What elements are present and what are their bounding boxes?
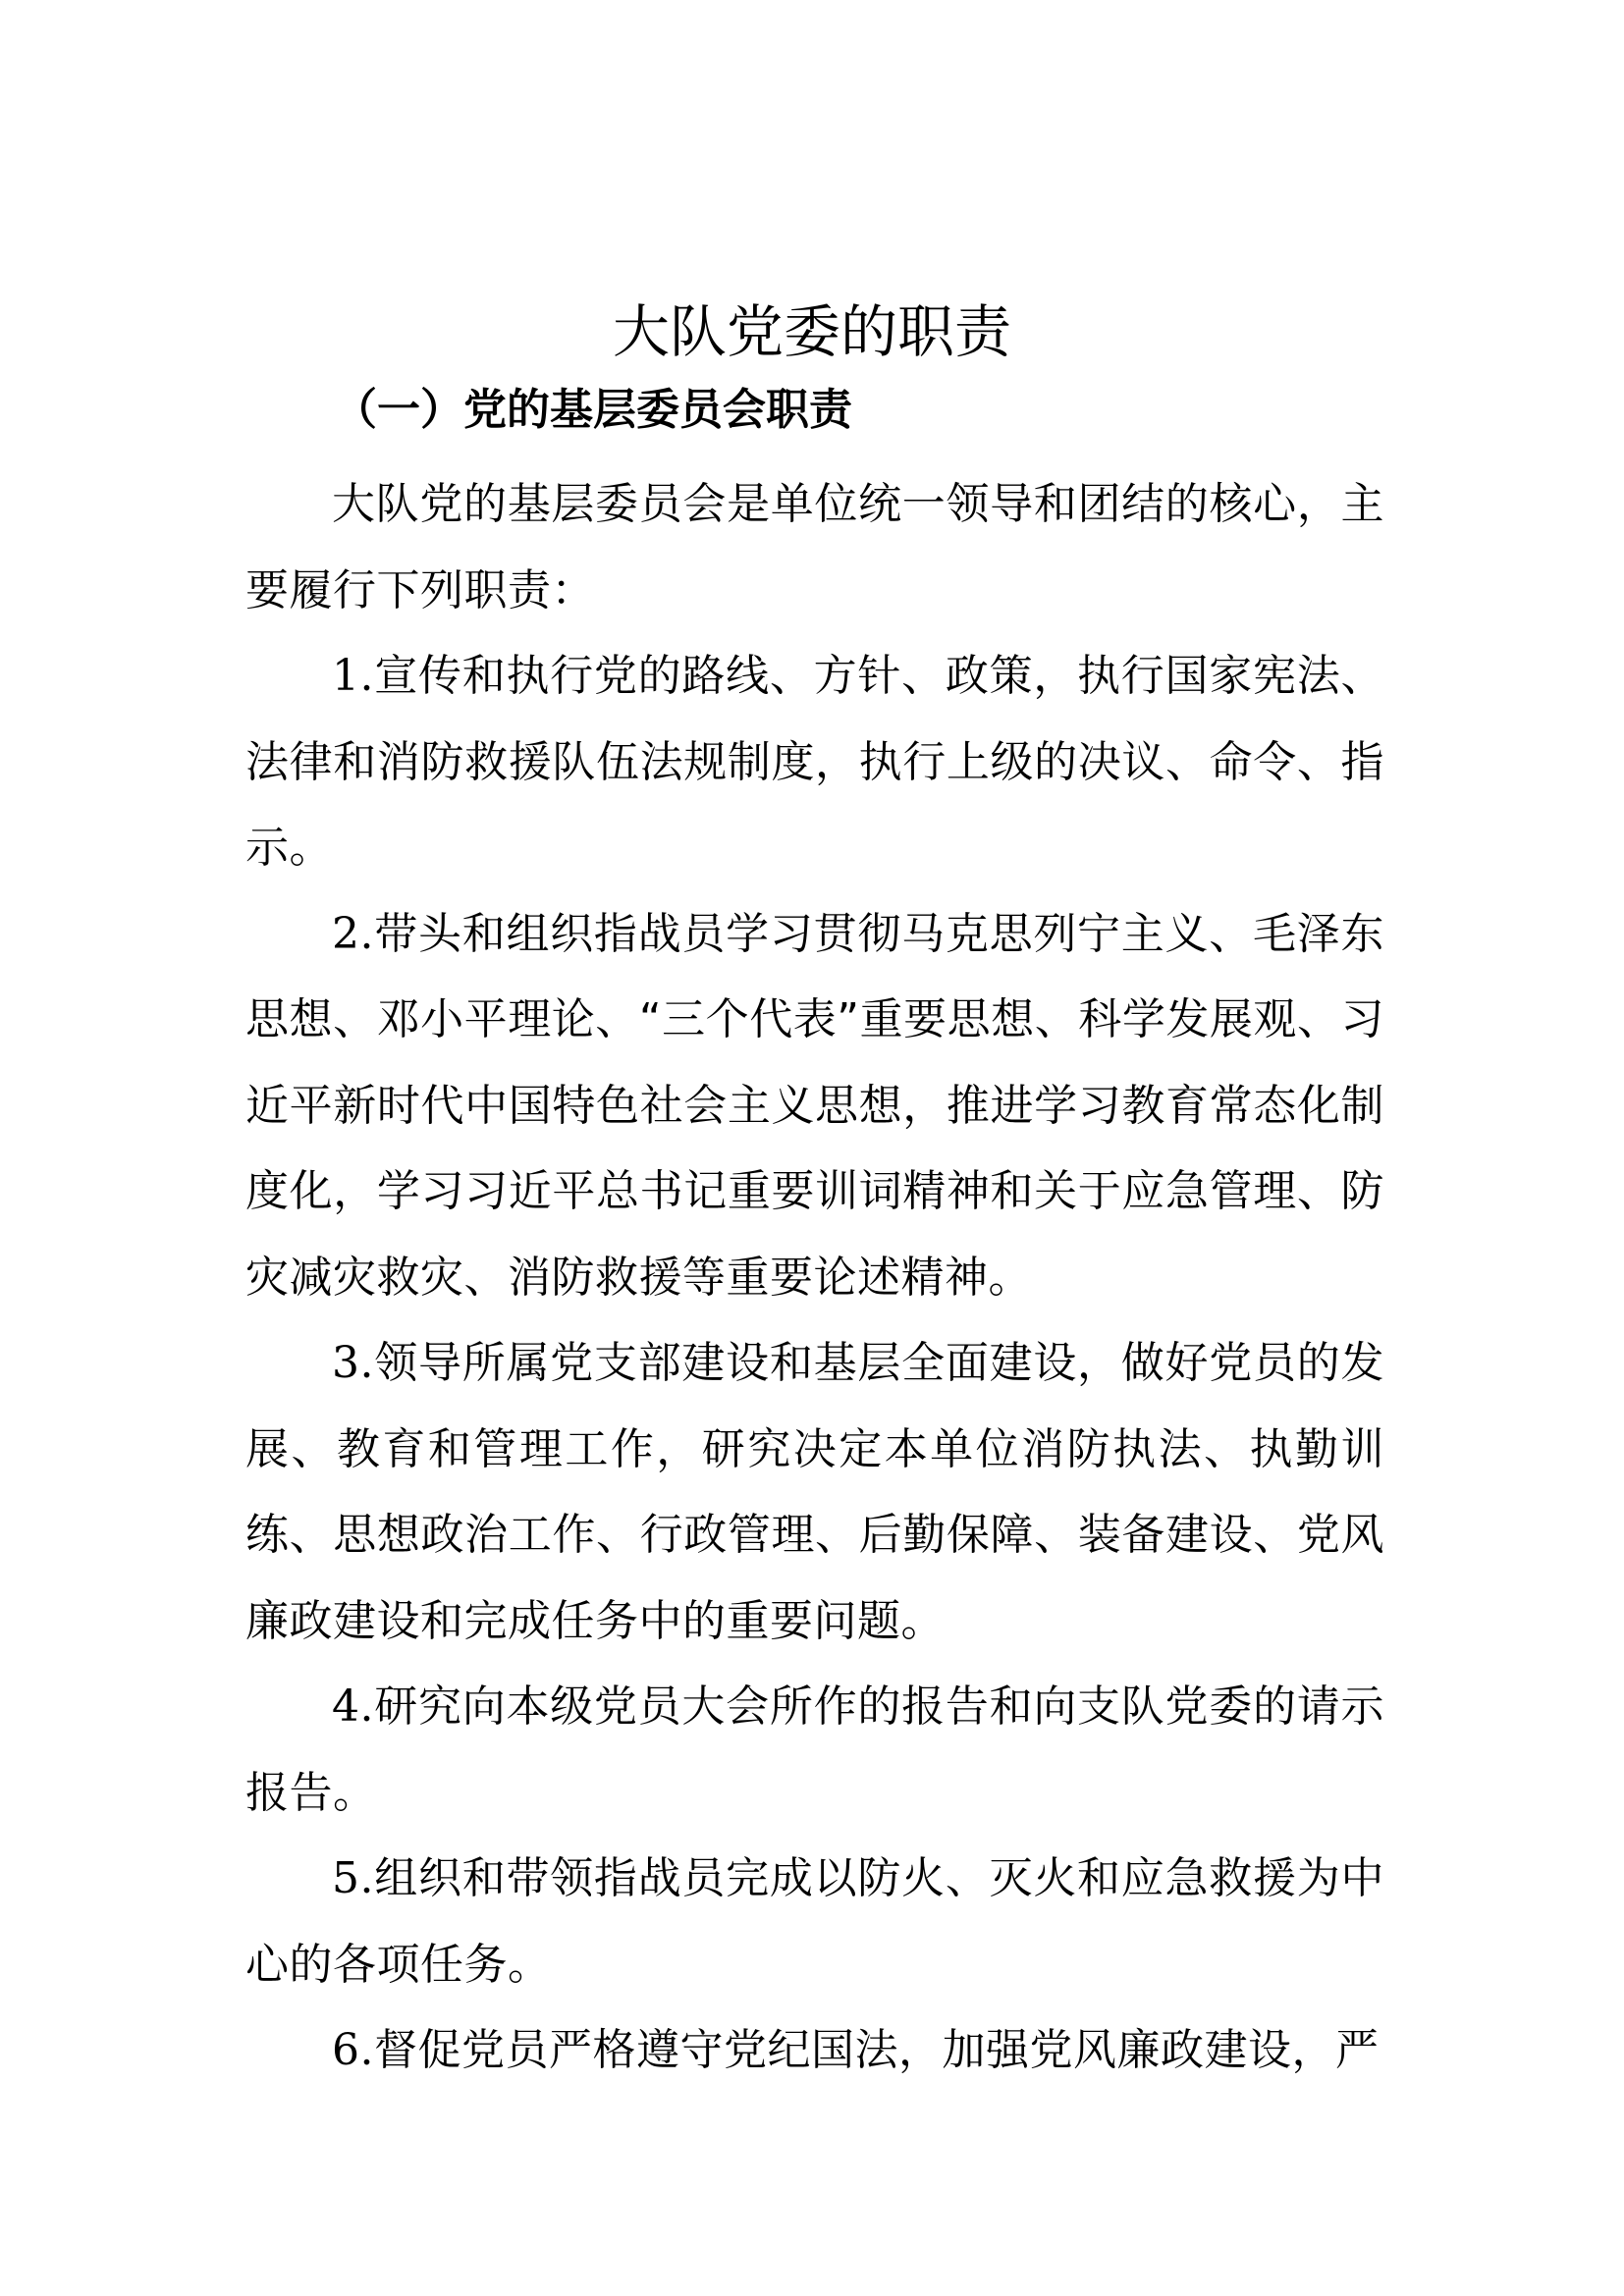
paragraph-text: 带头和组织指战员学习贯彻马克思列宁主义、毛泽东思想、邓小平理论、“三个代表”重要思想、科学发展观、习近平新时代中国特色社会主义思想，推进学习教育常态化制度化，学习习近平总书记重要训词精神和关于应急管理、防灾减灾救灾、消防救援等重要论述精神。 (245, 908, 1384, 1303)
document-body (245, 461, 1384, 2094)
section-heading: （一）党的基层委员会职责 (334, 385, 852, 435)
paragraph-text: 研究向本级党员大会所作的报告和向支队党委的请示报告。 (245, 1682, 1384, 1818)
paragraph-number: 2. (332, 908, 374, 959)
paragraph-item-1 (245, 633, 1384, 891)
paragraph-text: 大队党的基层委员会是单位统一领导和团结的核心，主要履行下列职责： (245, 479, 1384, 615)
paragraph-intro (245, 461, 1384, 633)
paragraph-number: 3. (332, 1338, 374, 1388)
paragraph-number: 4. (332, 1682, 374, 1732)
paragraph-number: 5. (332, 1853, 374, 1903)
paragraph-text: 宣传和执行党的路线、方针、政策，执行国家宪法、法律和消防救援队伍法规制度，执行上级的决议、命令、指示。 (245, 651, 1384, 873)
paragraph-item-5 (245, 1836, 1384, 2007)
paragraph-text: 督促党员严格遵守党纪国法，加强党风廉政建设，严 (373, 2025, 1380, 2075)
paragraph-item-2 (245, 891, 1384, 1321)
paragraph-item-6 (245, 2007, 1384, 2094)
paragraph-number: 1. (332, 651, 374, 701)
paragraph-item-3 (245, 1320, 1384, 1664)
document-title: 大队党委的职责 (612, 298, 1011, 365)
paragraph-text: 组织和带领指战员完成以防火、灭火和应急救援为中心的各项任务。 (245, 1853, 1384, 1990)
paragraph-text: 领导所属党支部建设和基层全面建设，做好党员的发展、教育和管理工作，研究决定本单位消防执法、执勤训练、思想政治工作、行政管理、后勤保障、装备建设、党风廉政建设和完成任务中的重要问题。 (245, 1338, 1384, 1646)
paragraph-item-4 (245, 1664, 1384, 1836)
paragraph-number: 6. (332, 2025, 374, 2075)
